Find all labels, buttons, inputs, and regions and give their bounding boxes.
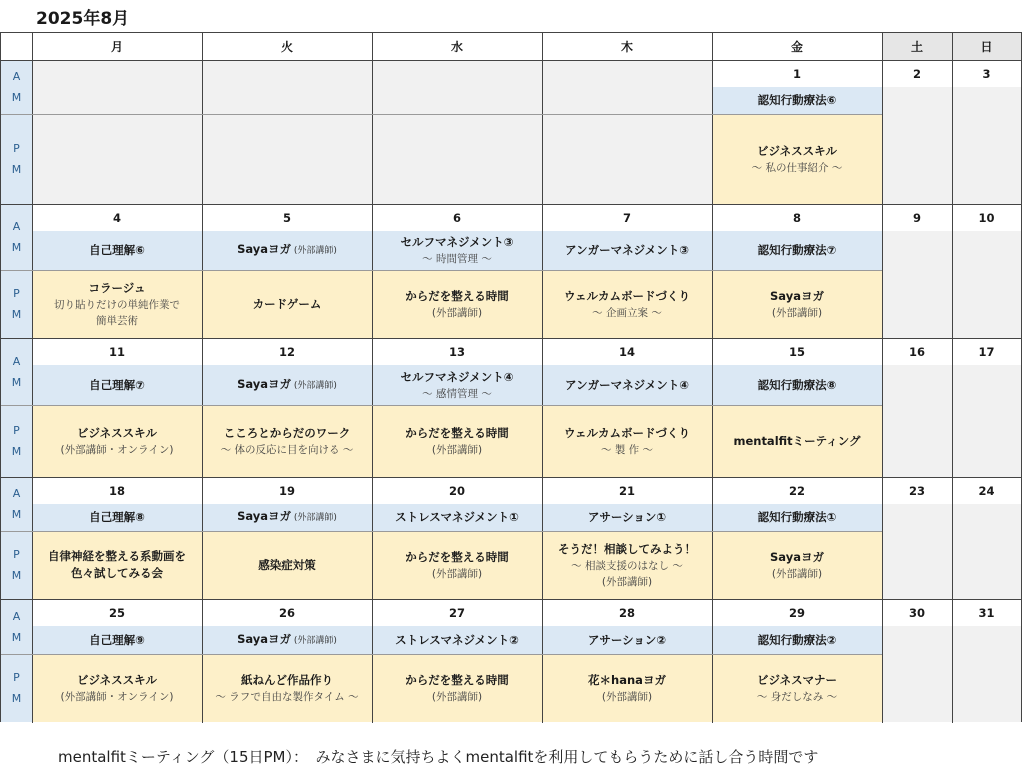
am-session-title: ストレスマネジメント② (395, 632, 519, 647)
pm-session-subtitle: ～ 製 作 ～ (600, 443, 653, 456)
weekend-empty (952, 231, 1021, 338)
am-session (32, 231, 202, 270)
pm-session-title: からだを整える時間 (405, 425, 509, 440)
day-number (712, 204, 882, 231)
pm-session-title: 自律神経を整える系動画を 色々試してみる会 (48, 549, 186, 580)
grid-line (1, 60, 1021, 61)
pm-session-title: 紙ねんど作品作り (241, 672, 333, 687)
am-session-note: (外部講師) (291, 513, 337, 523)
pm-session (202, 531, 372, 599)
day-number-text: 27 (448, 605, 465, 620)
am-session-title: Sayaヨガ (外部講師) (237, 631, 337, 646)
weekend-empty (882, 87, 952, 204)
day-number-text: 10 (978, 210, 995, 225)
day-number (372, 599, 542, 626)
grid-line (1, 477, 1021, 478)
pm-session (372, 531, 542, 599)
grid-line (32, 33, 33, 723)
am-session (32, 626, 202, 654)
am-session-title: 自己理解⑥ (89, 243, 145, 257)
am-session-title: 認知行動療法⑥ (757, 93, 837, 107)
day-number (712, 60, 882, 87)
am-session (32, 504, 202, 531)
am-side-label (1, 338, 32, 405)
day-number (32, 599, 202, 626)
pm-side-label (1, 114, 32, 204)
am-label: A M (11, 220, 22, 254)
day-number-text: 3 (982, 66, 991, 81)
pm-session-subtitle: (外部講師) (431, 567, 483, 580)
day-number (542, 599, 712, 626)
day-number (202, 477, 372, 504)
pm-session-subtitle: (外部講師) (431, 443, 483, 456)
am-session-note: (外部講師) (291, 380, 337, 391)
weekday-label: 土 (910, 40, 923, 54)
pm-session-title: からだを整える時間 (405, 549, 509, 564)
day-number-text: 26 (278, 605, 295, 620)
day-number (712, 599, 882, 626)
saturday-number (882, 477, 952, 504)
pm-session-subtitle: (外部講師) (431, 690, 483, 703)
pm-side-label (1, 531, 32, 599)
pm-session (202, 654, 372, 722)
am-session-title: アンガーマネジメント③ (565, 243, 689, 257)
weekday-label: 火 (280, 40, 293, 54)
weekday-label: 水 (450, 40, 463, 54)
pm-session (542, 654, 712, 722)
pm-session-title: そうだ！相談してみよう！ (558, 541, 696, 556)
day-number-text: 19 (278, 483, 295, 498)
am-session-title: Sayaヨガ (外部講師) (237, 376, 337, 391)
pm-session-title: からだを整える時間 (405, 672, 509, 687)
pm-side-label (1, 654, 32, 722)
am-session-note: (外部講師) (291, 246, 337, 256)
weekend-empty (882, 365, 952, 477)
day-number-text: 2 (912, 66, 921, 81)
am-session-title: ストレスマネジメント① (395, 510, 519, 524)
weekday-header (542, 33, 712, 60)
am-session-title: 認知行動療法① (757, 510, 837, 524)
pm-session (32, 654, 202, 722)
am-session (712, 231, 882, 270)
day-number (542, 338, 712, 365)
pm-label: P M (11, 424, 22, 458)
day-number-text: 13 (448, 344, 465, 359)
pm-session-title: Sayaヨガ (770, 288, 824, 303)
pm-session-subtitle: ～ 企画立案 ～ (592, 306, 662, 319)
day-number-text: 4 (112, 210, 121, 225)
weekday-header (202, 33, 372, 60)
day-number (32, 477, 202, 504)
pm-label: P M (11, 548, 22, 582)
am-session-title: Sayaヨガ (外部講師) (237, 509, 337, 523)
pm-session-subtitle: ～ 体の反応に目を向ける ～ (220, 443, 354, 456)
weekday-header (32, 33, 202, 60)
am-session (542, 504, 712, 531)
pm-session-subtitle: (外部講師) (431, 306, 483, 319)
sunday-number (952, 204, 1021, 231)
empty-day (372, 60, 542, 204)
day-number-text: 8 (792, 210, 801, 225)
day-number-text: 11 (108, 344, 125, 359)
weekend-empty (882, 626, 952, 722)
day-number-text: 9 (912, 210, 921, 225)
am-label: A M (11, 487, 22, 521)
grid-line (32, 405, 882, 406)
sunday-number (952, 338, 1021, 365)
am-side-label (1, 599, 32, 654)
weekday-header (712, 33, 882, 60)
grid-line (1, 204, 1021, 205)
pm-session-title: ウェルカムボードづくり (563, 288, 691, 303)
day-number-text: 30 (908, 605, 925, 620)
weekday-header (952, 33, 1021, 60)
pm-side-label (1, 405, 32, 477)
pm-session (32, 531, 202, 599)
am-session (712, 626, 882, 654)
day-number-text: 1 (792, 66, 801, 81)
am-session (542, 231, 712, 270)
grid-line (1, 270, 32, 271)
sunday-number (952, 599, 1021, 626)
grid-line (1, 599, 1021, 600)
pm-session-subtitle: (外部講師・オンライン) (60, 690, 174, 703)
sunday-number (952, 60, 1021, 87)
pm-label: P M (11, 287, 22, 321)
pm-session-title: コラージュ (88, 280, 146, 295)
sunday-number (952, 477, 1021, 504)
day-number-text: 16 (908, 344, 925, 359)
grid-line (1, 405, 32, 406)
day-number-text: 14 (618, 344, 635, 359)
weekend-empty (882, 231, 952, 338)
grid-line (542, 33, 543, 723)
pm-session (372, 654, 542, 722)
day-number (32, 204, 202, 231)
day-number (32, 338, 202, 365)
pm-session (372, 405, 542, 477)
am-session-title: セルフマネジメント③ (400, 235, 514, 249)
grid-line (202, 33, 203, 723)
am-session-title: アンガーマネジメント④ (565, 377, 689, 392)
am-session-title: Sayaヨガ (外部講師) (237, 242, 337, 256)
day-number (202, 599, 372, 626)
weekday-label: 日 (980, 40, 993, 54)
pm-session (712, 654, 882, 722)
pm-session-title: ビジネススキル (76, 425, 158, 440)
pm-session (542, 405, 712, 477)
day-number (372, 477, 542, 504)
pm-session (712, 405, 882, 477)
weekday-label: 月 (110, 40, 123, 54)
weekday-label: 金 (790, 40, 803, 54)
am-label: A M (11, 70, 22, 104)
pm-session-subtitle: ～ 私の仕事紹介 ～ (751, 161, 843, 174)
day-number-text: 23 (908, 483, 925, 498)
pm-session-title: こころとからだのワーク (223, 425, 351, 440)
day-number-text: 22 (788, 483, 805, 498)
saturday-number (882, 599, 952, 626)
day-number (372, 204, 542, 231)
day-number-text: 7 (622, 210, 631, 225)
day-number-text: 15 (788, 344, 805, 359)
pm-session-title: Sayaヨガ (770, 549, 824, 564)
am-session-title: セルフマネジメント④ (400, 369, 514, 384)
pm-session-subtitle: ～ 相談支援のはなし ～ (外部講師) (571, 559, 683, 588)
day-number (372, 338, 542, 365)
am-label: A M (11, 609, 22, 644)
pm-session-title: ビジネススキル (756, 143, 838, 158)
day-number-text: 29 (788, 605, 805, 620)
am-session-note: (外部講師) (291, 635, 337, 646)
grid-line (32, 270, 882, 271)
calendar-grid (0, 32, 1022, 722)
pm-label: P M (11, 671, 22, 705)
am-session (372, 504, 542, 531)
weekday-header (372, 33, 542, 60)
grid-line (32, 114, 882, 115)
pm-session (712, 114, 882, 204)
pm-session (372, 270, 542, 338)
day-number (202, 204, 372, 231)
grid-line (1, 338, 1021, 339)
am-session (32, 365, 202, 405)
am-side-label (1, 477, 32, 531)
am-session-title: 認知行動療法⑧ (757, 377, 837, 392)
day-number (542, 477, 712, 504)
day-number (202, 338, 372, 365)
am-session-title: 自己理解⑦ (89, 377, 145, 392)
day-number-text: 12 (278, 344, 295, 359)
am-session-title: 自己理解⑨ (89, 632, 145, 647)
pm-label: P M (11, 142, 22, 176)
am-session (202, 504, 372, 531)
day-number-text: 18 (108, 483, 125, 498)
day-number (712, 477, 882, 504)
grid-line (1, 654, 32, 655)
pm-session (32, 405, 202, 477)
day-number-text: 17 (978, 344, 995, 359)
pm-session-subtitle: (外部講師) (601, 690, 653, 703)
pm-session-subtitle: 切り貼りだけの単純作業で 簡単芸術 (54, 298, 180, 327)
pm-session-title: からだを整える時間 (405, 288, 509, 303)
weekend-empty (882, 504, 952, 599)
am-session (372, 365, 542, 405)
grid-line (372, 33, 373, 723)
pm-session (32, 270, 202, 338)
pm-session-title: ビジネスマナー (757, 672, 837, 687)
grid-line (32, 654, 882, 655)
pm-session-title: ビジネススキル (76, 672, 158, 687)
am-session-title: 自己理解⑧ (89, 510, 145, 524)
day-number (712, 338, 882, 365)
am-session (542, 626, 712, 654)
pm-session-title: 感染症対策 (258, 557, 316, 572)
pm-session (712, 270, 882, 338)
footnote: mentalfitミーティング（15日PM）： みなさまに気持ちよくmentalfitを利用してもらうために話し合う時間です (58, 748, 819, 766)
weekday-label: 木 (620, 40, 633, 54)
saturday-number (882, 204, 952, 231)
pm-session-title: 花＊hanaヨガ (588, 672, 666, 687)
grid-line (882, 33, 883, 723)
grid-line (1, 114, 32, 115)
weekend-empty (952, 365, 1021, 477)
am-session (202, 626, 372, 654)
day-number-text: 31 (978, 605, 995, 620)
pm-session (202, 405, 372, 477)
day-number-text: 24 (978, 483, 995, 498)
empty-day (202, 60, 372, 204)
empty-day (32, 60, 202, 204)
pm-session (542, 270, 712, 338)
am-session (712, 87, 882, 114)
am-session (372, 626, 542, 654)
pm-session (202, 270, 372, 338)
pm-side-label (1, 270, 32, 338)
pm-session-title: ウェルカムボードづくり (563, 425, 691, 440)
grid-line (952, 33, 953, 723)
am-label: A M (11, 354, 22, 389)
am-session (712, 504, 882, 531)
pm-session (712, 531, 882, 599)
am-session-subtitle: ～ 感情管理 ～ (422, 387, 492, 400)
saturday-number (882, 60, 952, 87)
day-number-text: 21 (618, 483, 635, 498)
am-side-label (1, 204, 32, 270)
header-corner (1, 33, 32, 60)
day-number (542, 204, 712, 231)
am-session (202, 365, 372, 405)
pm-session-subtitle: (外部講師) (771, 306, 823, 319)
am-session (202, 231, 372, 270)
am-session (542, 365, 712, 405)
am-session-title: アサーション① (587, 510, 667, 524)
pm-session-subtitle: ～ ラフで自由な製作タイム ～ (215, 690, 359, 703)
am-side-label (1, 60, 32, 114)
pm-session-subtitle: (外部講師・オンライン) (60, 443, 174, 456)
day-number-text: 20 (448, 483, 465, 498)
weekday-header (882, 33, 952, 60)
pm-session-title: カードゲーム (252, 296, 322, 311)
grid-line (32, 531, 882, 532)
pm-session (542, 531, 712, 599)
page-title: 2025年8月 (36, 9, 130, 29)
weekend-empty (952, 504, 1021, 599)
saturday-number (882, 338, 952, 365)
day-number-text: 5 (282, 210, 291, 225)
weekend-empty (952, 87, 1021, 204)
am-session-title: 認知行動療法② (757, 632, 837, 647)
am-session (712, 365, 882, 405)
pm-session-subtitle: ～ 身だしなみ ～ (756, 690, 838, 703)
day-number-text: 28 (618, 605, 635, 620)
weekend-empty (952, 626, 1021, 722)
am-session (372, 231, 542, 270)
am-session-subtitle: ～ 時間管理 ～ (422, 253, 492, 265)
day-number-text: 6 (452, 210, 461, 225)
am-session-title: 認知行動療法⑦ (757, 243, 837, 257)
pm-session-subtitle: (外部講師) (771, 567, 823, 580)
grid-line (712, 33, 713, 723)
day-number-text: 25 (108, 605, 125, 620)
pm-session-title: mentalfitミーティング (733, 433, 861, 448)
grid-line (1, 531, 32, 532)
am-session-title: アサーション② (587, 632, 667, 647)
empty-day (542, 60, 712, 204)
